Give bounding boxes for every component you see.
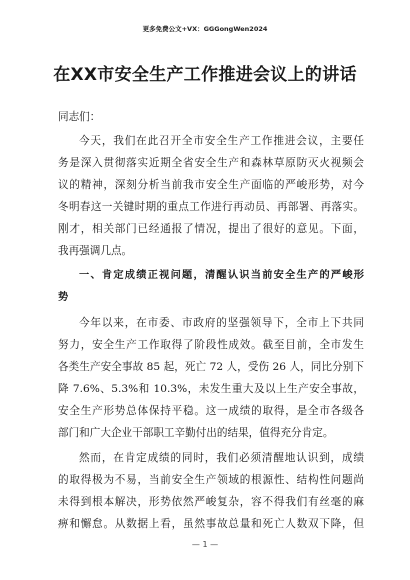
paragraph-line: 今天，我们在此召开全市安全生产工作推进会议，主要任	[79, 135, 364, 147]
paragraph-line: 部门和广大企业干部职工辛勤付出的结果，值得充分肯定。	[58, 427, 334, 439]
paragraph-line: 刚才，相关部门已经通报了情况，提出了很好的意见。下面，	[58, 223, 364, 235]
paragraph-line: 努力，安全生产工作取得了阶段性成效。截至目前，全市发生	[58, 339, 364, 351]
paragraph-line: 然而，在肯定成绩的同时，我们必须清醒地认识到，成绩	[79, 452, 364, 464]
paragraph-problems	[58, 447, 364, 535]
section-heading	[58, 265, 364, 309]
heading-line: 势	[58, 292, 69, 303]
paragraph-line: 议的精神，深刻分析当前我市安全生产面临的严峻形势，对今	[58, 179, 364, 191]
page-number: — 1 —	[191, 540, 219, 549]
paragraph-line: 我再强调几点。	[58, 245, 133, 257]
paragraph-line: 安全生产形势总体保持平稳。这一成绩的取得，是全市各级各	[58, 405, 364, 417]
paragraph-line: 未得到根本解决，形势依然严峻复杂，容不得我们有丝毫的麻	[58, 496, 364, 508]
header-note: 更多免费公文+VX：GGGongWen2024	[142, 25, 268, 33]
document-title: 在XX市安全生产工作推进会议上的讲话	[53, 65, 357, 85]
paragraph-line: 务是深入贯彻落实近期全省安全生产和森林草原防灭火视频会	[58, 157, 364, 169]
paragraph-line: 痹和懈怠。从数据上看，虽然事故总量和死亡人数双下降，但	[58, 518, 364, 530]
heading-line: 一、肯定成绩正视问题，清醒认识当前安全生产的严峻形	[79, 270, 364, 281]
paragraph-line: 的取得极为不易，当前安全生产领域的根源性、结构性问题尚	[58, 474, 364, 486]
paragraph-line: 各类生产安全事故 85 起，死亡 72 人，受伤 26 人，同比分别下	[58, 361, 364, 373]
document-body	[58, 106, 364, 535]
paragraph-achievements	[58, 312, 364, 444]
paragraph-intro	[58, 130, 364, 262]
paragraph-line: 今年以来，在市委、市政府的坚强领导下，全市上下共同	[79, 317, 364, 329]
paragraph-line: 降 7.6%、5.3%和 10.3%，未发生重大及以上生产安全事故，	[58, 383, 364, 395]
salutation: 同志们：	[58, 111, 101, 123]
paragraph-line: 冬明春这一关键时期的重点工作进行再动员、再部署、再落实。	[58, 201, 364, 213]
